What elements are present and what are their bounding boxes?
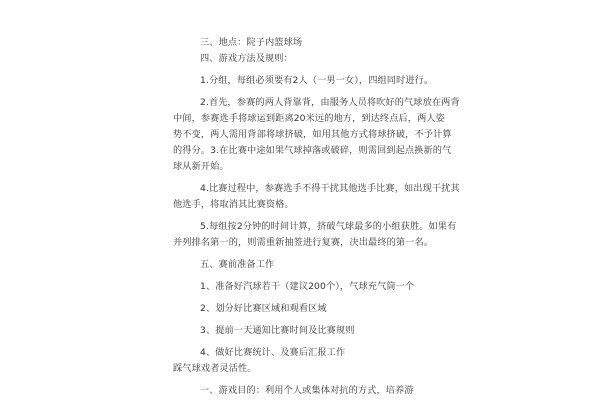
rule-3-line-end: 球从新开始。 (173, 161, 229, 172)
preparation-item-1: 1、准备好汽球若干（建议200个），气球充气筒一个 (200, 281, 415, 292)
rule-5-line-1: 5.每组按2分钟的时间计算，挤破气球最多的小组获胜。如果有 (200, 221, 457, 232)
rule-5-line-2: 并列排名第一的，则需重新抽签进行复赛，决出最终的第一名。 (173, 237, 434, 248)
rule-4-line-1: 4.比赛过程中，参赛选手不得干扰其他选手比赛，如出现干扰其 (200, 183, 460, 194)
rule-2-line-1: 2.首先，参赛的两人背靠背，由服务人员将吹好的气球放在两背 (200, 97, 460, 108)
location-line: 三、地点：院子内篮球场 (200, 37, 303, 48)
rule-2-line-4: 的得分。3.在比赛中途如果气球掉落或破碎，则需回到起点换新的气 (173, 145, 452, 156)
preparation-item-3: 3、提前一天通知比赛时间及比赛规则 (200, 325, 355, 336)
rule-2-line-2: 中间，参赛选手将球运到距离20米远的地方，到达终点后，两人姿 (173, 113, 445, 124)
preparation-heading: 五、赛前准备工作 (200, 259, 275, 270)
preparation-item-2: 2、划分好比赛区域和观看区域 (200, 303, 327, 314)
rule-4-line-2: 他选手，将取消其比赛资格。 (173, 199, 294, 210)
rule-2-line-3: 势不变，两人需用背部将球挤破，如用其他方式将球挤破，不予计算 (173, 129, 452, 140)
rule-1-line: 1.分组，每组必须要有2人（一男一女），四组同时进行。 (200, 75, 434, 86)
game-purpose-line: 一、游戏目的：利用个人或集体对抗的方式，培养游 (200, 385, 414, 396)
rules-heading: 四、游戏方法及规则： (200, 53, 293, 64)
balloon-flexibility-line: 踩气球戏者灵活性。 (173, 363, 257, 374)
preparation-item-4: 4、做好比赛统计、及赛后汇报工作 (200, 347, 346, 358)
